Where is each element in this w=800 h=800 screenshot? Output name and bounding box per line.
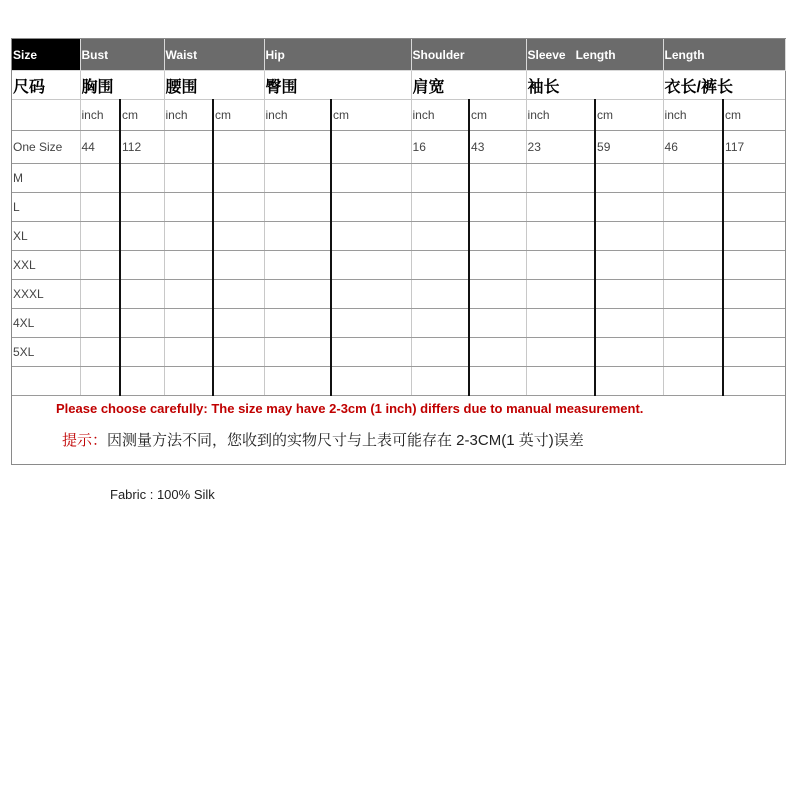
cell (120, 280, 164, 309)
unit-inch: inch (526, 100, 595, 131)
cell (526, 309, 595, 338)
table-row (12, 164, 785, 193)
cell (469, 222, 526, 251)
unit-cm: cm (469, 100, 526, 131)
size-table (12, 39, 786, 396)
cell (595, 280, 663, 309)
cell (120, 367, 164, 396)
sleeve-inch-cell: 23 (526, 131, 595, 164)
cell (723, 338, 785, 367)
fabric-info: Fabric : 100% Silk (110, 487, 215, 502)
cell (331, 251, 411, 280)
header-waist: Waist (164, 39, 264, 71)
cell (723, 164, 785, 193)
cell (213, 280, 264, 309)
cell (331, 193, 411, 222)
cell (213, 164, 264, 193)
cell (213, 251, 264, 280)
cell (595, 338, 663, 367)
unit-cm: cm (331, 100, 411, 131)
cell (120, 338, 164, 367)
cell (469, 251, 526, 280)
cell (80, 280, 120, 309)
notice-chinese (62, 429, 584, 450)
cell (526, 164, 595, 193)
header-hip: Hip (264, 39, 411, 71)
size-label (12, 367, 80, 396)
cell (411, 251, 469, 280)
unit-inch: inch (80, 100, 120, 131)
size-label: 4XL (12, 309, 80, 338)
cell (164, 367, 213, 396)
unit-inch: inch (164, 100, 213, 131)
cell (595, 222, 663, 251)
cell (331, 164, 411, 193)
cell (264, 251, 331, 280)
bust-cm-cell: 112 (120, 131, 164, 164)
cell (213, 338, 264, 367)
cell (264, 193, 331, 222)
table-row (12, 338, 785, 367)
cell (80, 222, 120, 251)
cell (120, 193, 164, 222)
cell (411, 164, 469, 193)
table-row (12, 251, 785, 280)
table-row (12, 222, 785, 251)
cell (595, 164, 663, 193)
cell (411, 338, 469, 367)
size-label: One Size (12, 131, 80, 164)
unit-inch: inch (264, 100, 331, 131)
size-label: XXL (12, 251, 80, 280)
cell (595, 367, 663, 396)
size-label: L (12, 193, 80, 222)
cell (595, 193, 663, 222)
cell (526, 367, 595, 396)
cell (264, 367, 331, 396)
unit-cm: cm (723, 100, 785, 131)
cell (469, 338, 526, 367)
cell (411, 222, 469, 251)
header-row-en (12, 39, 785, 71)
cell (264, 222, 331, 251)
cell (80, 309, 120, 338)
size-label: M (12, 164, 80, 193)
cell (526, 193, 595, 222)
cell (80, 193, 120, 222)
cell (595, 309, 663, 338)
notice-tip-label: 提示： (62, 432, 108, 449)
cell (164, 309, 213, 338)
cell (331, 222, 411, 251)
header-size: Size (12, 39, 80, 71)
unit-inch: inch (663, 100, 723, 131)
size-label: XXXL (12, 280, 80, 309)
cell (595, 251, 663, 280)
cell (164, 222, 213, 251)
cell (663, 222, 723, 251)
cell (213, 309, 264, 338)
cell (723, 222, 785, 251)
cell (164, 280, 213, 309)
cell (723, 193, 785, 222)
header-length: Length (663, 39, 785, 71)
shoulder-inch-cell: 16 (411, 131, 469, 164)
cell (411, 309, 469, 338)
cell (264, 338, 331, 367)
cell (663, 338, 723, 367)
cell (411, 367, 469, 396)
cell (164, 251, 213, 280)
unit-row (12, 100, 785, 131)
cell (526, 251, 595, 280)
size-chart (11, 38, 786, 465)
cell (120, 309, 164, 338)
cell (331, 367, 411, 396)
cell (120, 251, 164, 280)
waist-cm-cell (213, 131, 264, 164)
cell (120, 222, 164, 251)
cell (469, 193, 526, 222)
cell (411, 280, 469, 309)
cell (80, 251, 120, 280)
header-cn-size: 尺码 (12, 71, 80, 100)
table-row (12, 193, 785, 222)
length-inch-cell: 46 (663, 131, 723, 164)
cell (264, 280, 331, 309)
cell (331, 280, 411, 309)
unit-inch: inch (411, 100, 469, 131)
cell (331, 338, 411, 367)
cell (663, 367, 723, 396)
header-cn-shoulder: 肩宽 (411, 71, 526, 100)
cell (526, 280, 595, 309)
header-cn-sleeve: 袖长 (526, 71, 663, 100)
cell (663, 193, 723, 222)
notice-tip-text: 因测量方法不同，您收到的实物尺寸与上表可能存在 2-3CM(1 英寸)误差 (107, 432, 584, 449)
header-cn-waist: 腰围 (164, 71, 264, 100)
table-row (12, 280, 785, 309)
cell (663, 309, 723, 338)
cell (469, 309, 526, 338)
cell (164, 164, 213, 193)
cell (164, 193, 213, 222)
bust-inch-cell: 44 (80, 131, 120, 164)
size-label: XL (12, 222, 80, 251)
cell (264, 309, 331, 338)
hip-cm-cell (331, 131, 411, 164)
header-row-cn (12, 71, 785, 100)
waist-inch-cell (164, 131, 213, 164)
header-bust: Bust (80, 39, 164, 71)
header-cn-bust: 胸围 (80, 71, 164, 100)
cell (663, 251, 723, 280)
table-row (12, 131, 785, 164)
cell (411, 193, 469, 222)
cell (526, 338, 595, 367)
header-cn-length: 衣长/裤长 (663, 71, 785, 100)
cell (213, 193, 264, 222)
header-shoulder: Shoulder (411, 39, 526, 71)
cell (213, 222, 264, 251)
unit-cm: cm (213, 100, 264, 131)
unit-cm: cm (595, 100, 663, 131)
cell (663, 164, 723, 193)
header-sleeve-length: Sleeve Length (526, 39, 663, 71)
cell (469, 367, 526, 396)
cell (723, 367, 785, 396)
cell (723, 280, 785, 309)
notice-english: Please choose carefully: The size may have 2-3cm (1 inch) differs due to manual measurement. (56, 401, 644, 416)
sleeve-cm-cell: 59 (595, 131, 663, 164)
cell (331, 309, 411, 338)
cell (80, 164, 120, 193)
size-label: 5XL (12, 338, 80, 367)
unit-cm: cm (120, 100, 164, 131)
cell (80, 367, 120, 396)
cell (213, 367, 264, 396)
cell (80, 338, 120, 367)
cell (120, 164, 164, 193)
length-cm-cell: 117 (723, 131, 785, 164)
shoulder-cm-cell: 43 (469, 131, 526, 164)
cell (469, 280, 526, 309)
hip-inch-cell (264, 131, 331, 164)
unit-blank (12, 100, 80, 131)
measurement-notice (12, 395, 785, 464)
table-row (12, 309, 785, 338)
cell (723, 309, 785, 338)
cell (526, 222, 595, 251)
cell (264, 164, 331, 193)
table-row (12, 367, 785, 396)
cell (663, 280, 723, 309)
cell (164, 338, 213, 367)
cell (469, 164, 526, 193)
cell (723, 251, 785, 280)
header-cn-hip: 臀围 (264, 71, 411, 100)
